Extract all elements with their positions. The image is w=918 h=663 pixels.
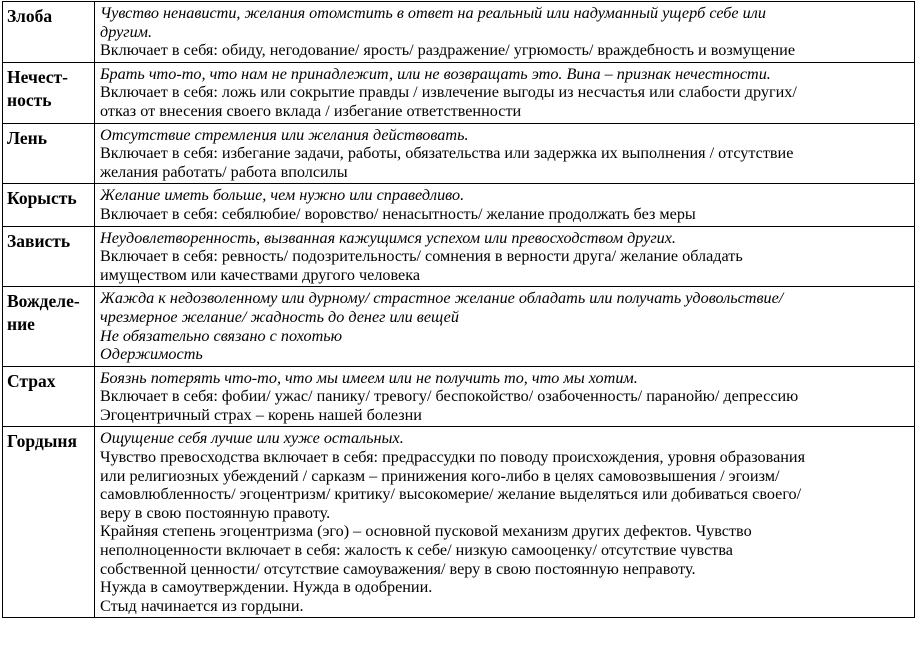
defect-row — [3, 226, 915, 287]
definition-line: Неудовлетворенность, вызванная кажущимся успехом или превосходством других. — [100, 228, 676, 247]
definition-line: Одержимость — [100, 345, 203, 364]
defect-description — [95, 62, 915, 123]
defect-description — [95, 2, 915, 63]
definition-line: Жажда к недозволенному или дурному/ страстное желание обладать или получать удовольствие/ — [100, 289, 784, 308]
defect-term-line: ность — [7, 89, 52, 110]
defect-term — [3, 226, 95, 287]
definition-line: чрезмерное желание/ жадность до денег или вещей — [100, 307, 459, 326]
defect-description — [95, 287, 915, 366]
description-line: Нужда в самоутверждении. Нужда в одобрении. — [100, 578, 433, 597]
defect-description — [95, 366, 915, 427]
defect-description — [95, 226, 915, 287]
definition-line: Не обязательно связано с похотью — [100, 326, 343, 345]
definition-line: Желание иметь больше, чем нужно или справедливо. — [100, 186, 465, 205]
defect-term-line: Лень — [7, 127, 48, 148]
defect-term-line: Злоба — [7, 6, 53, 26]
defect-row — [3, 123, 915, 184]
definition-line: Боязнь потерять что-то, что мы имеем или не получить то, что мы хотим. — [100, 368, 638, 387]
defect-term-line: Нечест- — [7, 66, 68, 87]
defects-table — [2, 1, 915, 618]
defect-term — [3, 184, 95, 226]
defect-row — [3, 427, 915, 618]
defect-term-line: Корысть — [7, 188, 77, 209]
defect-term-line: Гордыня — [7, 431, 77, 452]
defect-term — [3, 62, 95, 123]
definition-line: Брать что-то, что нам не принадлежит, или не возвращать это. Вина – признак нечестности. — [100, 64, 771, 83]
defect-term-line: Вожделе- — [7, 291, 80, 312]
description-line: Эгоцентричный страх – корень нашей болезни — [100, 405, 422, 424]
description-line: Включает в себя: фобии/ ужас/ панику/ тревогу/ беспокойство/ озабоченность/ паранойю/ депрессию — [100, 387, 799, 406]
description-line: или религиозных убеждений / сарказм – принижения кого-либо в целях самовозвышения / эгоизм/ — [100, 466, 780, 485]
defect-row — [3, 184, 915, 226]
defect-term-line: ние — [7, 314, 35, 335]
defect-row — [3, 287, 915, 366]
description-line: неполноценности включает в себя: жалость к себе/ низкую самооценку/ отсутствие чувства — [100, 541, 733, 560]
description-line: Включает в себя: ревность/ подозрительность/ сомнения в верности друга/ желание обладать — [100, 247, 743, 266]
defect-term — [3, 2, 95, 63]
description-line: Чувство превосходства включает в себя: предрассудки по поводу происхождения, уровня образования — [100, 448, 806, 467]
defect-term-line: Зависть — [7, 230, 71, 251]
defect-description — [95, 123, 915, 184]
description-line: Включает в себя: ложь или сокрытие правды / извлечение выгоды из несчастья или слабости других/ — [100, 83, 797, 102]
defect-term — [3, 427, 95, 618]
description-line: желания работать/ работа вполсилы — [100, 162, 348, 181]
defect-row — [3, 2, 915, 63]
defect-row — [3, 366, 915, 427]
definition-line: Отсутствие стремления или желания действовать. — [100, 125, 469, 144]
defect-term — [3, 123, 95, 184]
defect-term — [3, 366, 95, 427]
description-line: отказ от внесения своего вклада / избегание ответственности — [100, 101, 522, 120]
description-line: веру в свою постоянную правоту. — [100, 503, 331, 522]
description-line: имуществом или качествами другого человека — [100, 265, 421, 284]
description-line: самовлюбленность/ эгоцентризм/ критику/ высокомерие/ желание выделяться или добиваться своего/ — [100, 485, 802, 504]
defects-table-body — [3, 2, 915, 618]
description-line: собственной ценности/ отсутствие самоуважения/ веру в свою постоянную неправоту. — [100, 559, 696, 578]
definition-line: другим. — [100, 22, 153, 41]
definition-line: Чувство ненависти, желания отомстить в ответ на реальный или надуманный ущерб себе или — [100, 4, 766, 22]
defect-description — [95, 184, 915, 226]
defect-row — [3, 62, 915, 123]
definition-line: Ощущение себя лучше или хуже остальных. — [100, 429, 404, 448]
description-line: Включает в себя: обиду, негодование/ ярость/ раздражение/ угрюмость/ враждебность и возмущение — [100, 41, 796, 60]
description-line: Включает в себя: себялюбие/ воровство/ ненасытность/ желание продолжать без меры — [100, 204, 696, 223]
description-line: Крайняя степень эгоцентризма (эго) – основной пусковой механизм других дефектов. Чувство — [100, 522, 752, 541]
description-line: Включает в себя: избегание задачи, работы, обязательства или задержка их выполнения / отсутствие — [100, 144, 794, 163]
defect-term-line: Страх — [7, 370, 56, 391]
defect-description — [95, 427, 915, 618]
description-line: Стыд начинается из гордыни. — [100, 596, 304, 615]
defect-term — [3, 287, 95, 366]
